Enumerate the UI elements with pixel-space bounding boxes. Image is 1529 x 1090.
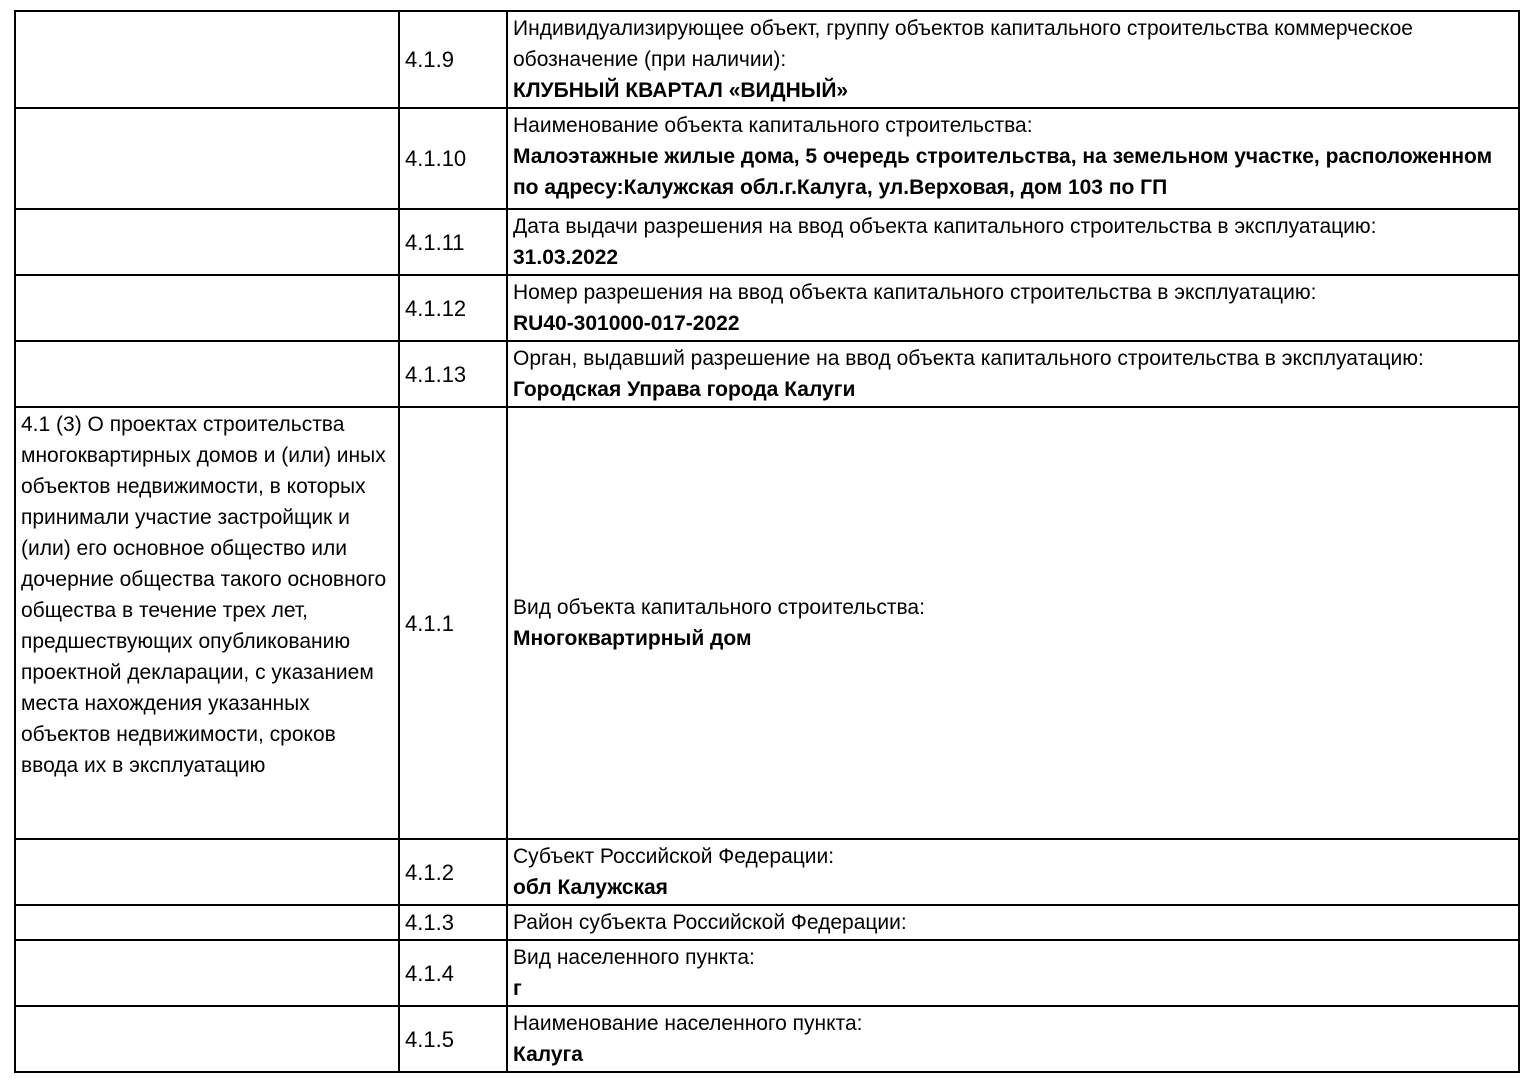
table-row bbox=[15, 11, 1519, 108]
field-value: Многоквартирный дом bbox=[513, 627, 752, 650]
content-cell bbox=[507, 940, 1519, 1006]
note-cell bbox=[15, 209, 399, 275]
field-label: Индивидуализирующее объект, группу объектов капитального строительства коммерческое обозначение (при наличии): bbox=[513, 17, 1413, 71]
code-cell: 4.1.13 bbox=[399, 341, 507, 407]
field-label: Вид населенного пункта: bbox=[513, 946, 755, 969]
table-row bbox=[15, 341, 1519, 407]
note-cell bbox=[15, 11, 399, 108]
content-cell bbox=[507, 108, 1519, 209]
content-cell bbox=[507, 11, 1519, 108]
field-label: Орган, выдавший разрешение на ввод объекта капитального строительства в эксплуатацию: bbox=[513, 347, 1424, 370]
field-value: г bbox=[513, 977, 522, 1000]
code-cell: 4.1.9 bbox=[399, 11, 507, 108]
table-row bbox=[15, 275, 1519, 341]
content-cell bbox=[507, 1006, 1519, 1072]
note-cell bbox=[15, 839, 399, 905]
field-label: Вид объекта капитального строительства: bbox=[513, 596, 925, 619]
table-row bbox=[15, 209, 1519, 275]
field-value: обл Калужская bbox=[513, 876, 668, 899]
field-value: Малоэтажные жилые дома, 5 очередь строительства, на земельном участке, расположенном по адресу:Калужская обл.г.Калуга, ул.Верховая, дом 103 по ГП bbox=[513, 145, 1493, 199]
code-cell: 4.1.2 bbox=[399, 839, 507, 905]
note-cell bbox=[15, 275, 399, 341]
field-value: Городская Управа города Калуги bbox=[513, 378, 856, 401]
content-cell bbox=[507, 275, 1519, 341]
note-cell bbox=[15, 1006, 399, 1072]
code-cell: 4.1.1 bbox=[399, 407, 507, 839]
table-row bbox=[15, 407, 1519, 839]
content-cell bbox=[507, 209, 1519, 275]
content-cell bbox=[507, 407, 1519, 839]
field-label: Район субъекта Российской Федерации: bbox=[513, 911, 907, 934]
field-value: КЛУБНЫЙ КВАРТАЛ «ВИДНЫЙ» bbox=[513, 79, 849, 102]
field-value: RU40-301000-017-2022 bbox=[513, 312, 740, 335]
content-cell bbox=[507, 341, 1519, 407]
field-label: Наименование населенного пункта: bbox=[513, 1012, 863, 1035]
content-cell bbox=[507, 905, 1519, 940]
declaration-table bbox=[14, 10, 1520, 1073]
code-cell: 4.1.5 bbox=[399, 1006, 507, 1072]
table-row bbox=[15, 108, 1519, 209]
table-row bbox=[15, 839, 1519, 905]
code-cell: 4.1.12 bbox=[399, 275, 507, 341]
note-cell bbox=[15, 341, 399, 407]
code-cell: 4.1.4 bbox=[399, 940, 507, 1006]
table-row bbox=[15, 940, 1519, 1006]
table-row bbox=[15, 1006, 1519, 1072]
code-cell: 4.1.3 bbox=[399, 905, 507, 940]
note-cell bbox=[15, 940, 399, 1006]
field-label: Субъект Российской Федерации: bbox=[513, 845, 835, 868]
field-value: Калуга bbox=[513, 1043, 583, 1066]
field-label: Дата выдачи разрешения на ввод объекта капитального строительства в эксплуатацию: bbox=[513, 215, 1377, 238]
code-cell: 4.1.10 bbox=[399, 108, 507, 209]
field-value: 31.03.2022 bbox=[513, 246, 619, 269]
field-label: Наименование объекта капитального строительства: bbox=[513, 114, 1033, 137]
content-cell bbox=[507, 839, 1519, 905]
table-row bbox=[15, 905, 1519, 940]
section-note: 4.1 (3) О проектах строительства многоквартирных домов и (или) иных объектов недвижимости, в которых принимали участие застройщик и (или) его основное общество или дочерние общества такого основного общества в течение трех лет, предшествующих опубликованию проектной декларации, с указанием места нахождения указанных объектов недвижимости, сроков ввода их в эксплуатацию bbox=[15, 407, 399, 839]
note-cell bbox=[15, 905, 399, 940]
code-cell: 4.1.11 bbox=[399, 209, 507, 275]
field-label: Номер разрешения на ввод объекта капитального строительства в эксплуатацию: bbox=[513, 281, 1317, 304]
note-cell bbox=[15, 108, 399, 209]
